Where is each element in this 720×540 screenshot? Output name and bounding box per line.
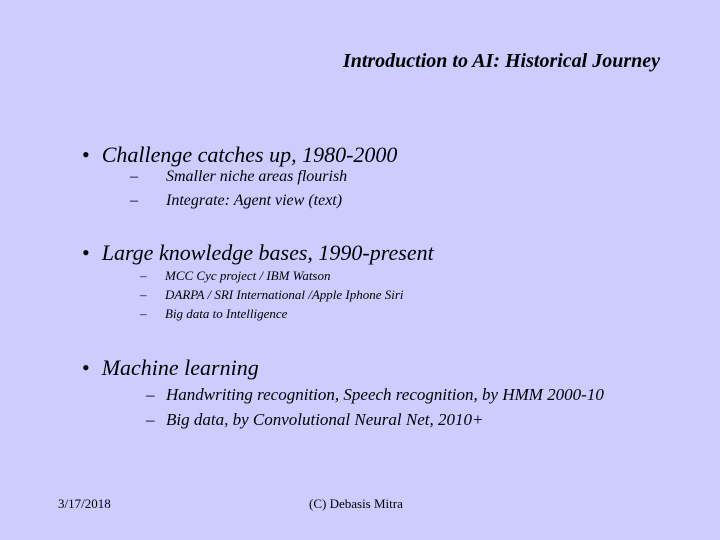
sub-item	[140, 268, 331, 284]
dash: –	[140, 268, 147, 283]
dash: –	[140, 287, 147, 302]
slide-title: Introduction to AI: Historical Journey	[342, 50, 660, 72]
bullet-heading	[82, 240, 434, 266]
sub-item-text: Big data, by Convolutional Neural Net, 2010+	[166, 410, 484, 429]
bullet-dot: •	[82, 355, 90, 380]
dash: –	[140, 306, 147, 321]
dash: –	[146, 385, 155, 404]
sub-item-text: Integrate: Agent view (text)	[166, 192, 343, 209]
sub-item	[130, 168, 347, 186]
sub-item	[140, 306, 287, 322]
sub-item-text: Handwriting recognition, Speech recognition, by HMM 2000-10	[166, 385, 604, 404]
dash: –	[130, 192, 138, 209]
bullet-text: Machine learning	[101, 355, 259, 380]
footer-date: 3/17/2018	[58, 496, 111, 511]
sub-item-text: Smaller niche areas flourish	[166, 168, 348, 185]
sub-item	[140, 287, 404, 303]
sub-item	[130, 192, 342, 210]
bullet-heading	[82, 355, 259, 381]
sub-item	[146, 385, 604, 405]
bullet-text: Challenge catches up, 1980-2000	[101, 142, 398, 167]
bullet-dot: •	[82, 240, 90, 265]
sub-item-text: MCC Cyc project / IBM Watson	[165, 268, 331, 283]
footer-author: (C) Debasis Mitra	[309, 496, 403, 511]
dash: –	[146, 410, 155, 429]
sub-item	[146, 410, 483, 430]
sub-item-text: DARPA / SRI International /Apple Iphone Siri	[165, 287, 404, 302]
bullet-heading	[82, 142, 397, 168]
dash: –	[130, 168, 138, 185]
bullet-dot: •	[82, 142, 90, 167]
bullet-text: Large knowledge bases, 1990-present	[101, 240, 434, 265]
sub-item-text: Big data to Intelligence	[165, 306, 288, 321]
